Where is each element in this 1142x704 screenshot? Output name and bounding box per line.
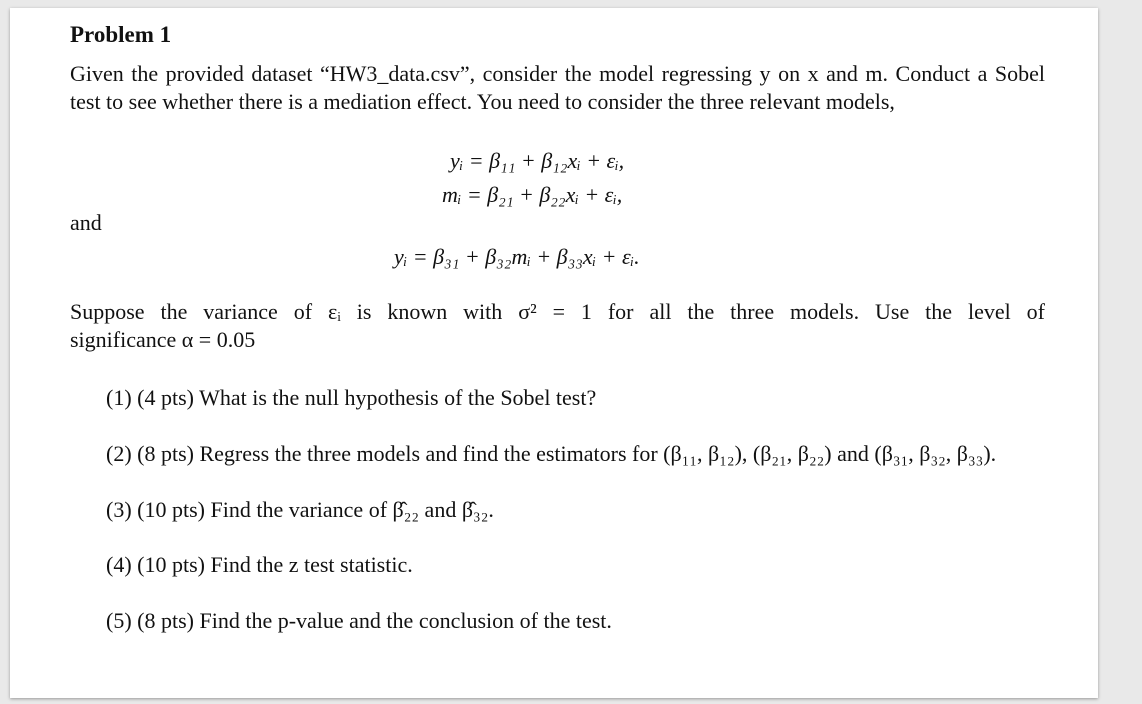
question-1: (1) (4 pts) What is the null hypothesis of the Sobel test? [106,385,597,410]
question-list [106,384,1046,635]
question-3: (3) (10 pts) Find the variance of β̂₂₂ and β̂₃₂. [106,497,494,522]
assumption-line-2: significance α = 0.05 [70,327,256,352]
intro-text: Given the provided dataset “HW3_data.csv”, consider the model regressing y on x and m. Conduct a Sobel test to see whether there is a mediation effect. You need to consider the three relevant models, [70,61,1045,114]
question-5: (5) (8 pts) Find the p-value and the conclusion of the test. [106,608,612,633]
equation-3: yᵢ = β₃₁ + β₃₂mᵢ + β₃₃xᵢ + εᵢ. [394,244,640,269]
problem-title: Problem 1 [70,22,172,47]
document-page [10,8,1098,698]
question-4: (4) (10 pts) Find the z test statistic. [106,552,413,577]
equation-1: yᵢ = β₁₁ + β₁₂xᵢ + εᵢ, [450,148,625,173]
assumption-line-1: Suppose the variance of εᵢ is known with σ² = 1 for all the three models. Use the level of [70,299,1045,324]
equation-2: mᵢ = β₂₁ + β₂₂xᵢ + εᵢ, [442,182,623,207]
question-2: (2) (8 pts) Regress the three models and find the estimators for (β₁₁, β₁₂), (β₂₁, β₂₂) and (β₃₁, β₃₂, β₃₃). [106,441,997,466]
and-connector: and [70,210,102,235]
intro-paragraph [70,60,1045,116]
assumption-paragraph [70,298,1045,354]
